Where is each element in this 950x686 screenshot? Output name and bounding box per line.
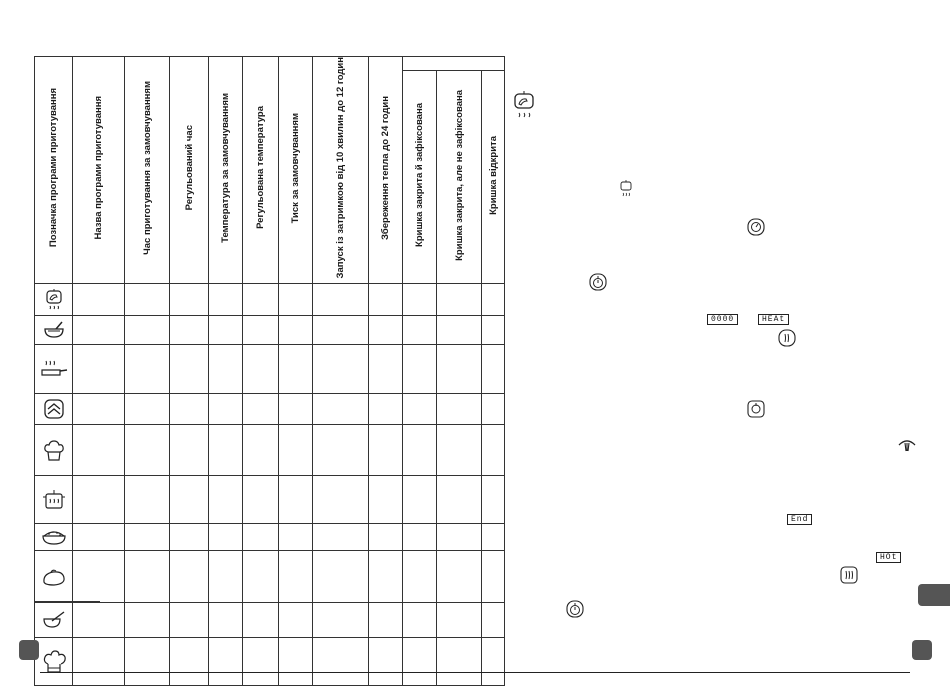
- header-adjustable-temperature: Регульована температура: [243, 57, 279, 284]
- rice-icon: [35, 528, 72, 546]
- slow-cook-pan-icon: [35, 358, 72, 380]
- clock-icon: [589, 273, 607, 296]
- header-delayed-start: Запуск із затримкою від 10 хвилин до 12 годин: [313, 57, 369, 284]
- table-row: [35, 316, 505, 345]
- pressure-cook-small-icon: [620, 180, 632, 203]
- header-lid-closed-locked: Кришка закрита й зафіксована: [403, 71, 437, 284]
- header-default-pressure: Тиск за замовчуванням: [279, 57, 313, 284]
- bottom-rule: [40, 672, 910, 673]
- footnote-rule: [34, 601, 100, 602]
- display-readout-1: 0000: [707, 314, 738, 325]
- table-row: [35, 345, 505, 394]
- display-readout-3: End: [787, 514, 812, 525]
- header-lid-group: [403, 57, 505, 71]
- page-marker-right: [912, 640, 932, 660]
- table-row: [35, 638, 505, 686]
- pressure-cook-icon: [35, 288, 72, 312]
- header-lid-closed-unlocked: Кришка закрита, але не зафіксована: [437, 71, 482, 284]
- program-table: [34, 56, 505, 686]
- baking-icon: [35, 438, 72, 462]
- soup-bowl-icon: [35, 320, 72, 340]
- keep-warm-icon: [778, 329, 796, 352]
- lid-icon: [897, 436, 917, 459]
- display-readout-4: HOt: [876, 552, 901, 563]
- section-tab: [918, 584, 950, 606]
- header-default-temperature: Температура за замовчуванням: [209, 57, 243, 284]
- header-program-icon: Позначка програми приготування: [35, 57, 73, 284]
- table-row: [35, 551, 505, 603]
- heat-icon: [840, 566, 858, 589]
- timer-icon: [747, 218, 765, 241]
- header-adjustable-time: Регульований час: [170, 57, 209, 284]
- dessert-icon: [35, 610, 72, 630]
- stew-pot-icon: [35, 489, 72, 511]
- start-icon: [747, 400, 765, 423]
- dough-icon: [35, 567, 72, 587]
- table-row: [35, 425, 505, 476]
- delayed-start-icon: [566, 600, 584, 623]
- pressure-cook-icon: [513, 90, 535, 127]
- page-marker-left: [19, 640, 39, 660]
- header-program-name: Назва програми приготування: [73, 57, 125, 284]
- table-row: [35, 284, 505, 316]
- header-lid-open: Кришка відкрита: [482, 71, 505, 284]
- table-row: [35, 524, 505, 551]
- table-row: [35, 603, 505, 638]
- header-default-time: Час приготування за замовчуванням: [125, 57, 170, 284]
- steam-icon: [35, 398, 72, 420]
- table-row: [35, 394, 505, 425]
- table-row: [35, 476, 505, 524]
- header-keep-warm: Збереження тепла до 24 годин: [369, 57, 403, 284]
- display-readout-2: HEAt: [758, 314, 789, 325]
